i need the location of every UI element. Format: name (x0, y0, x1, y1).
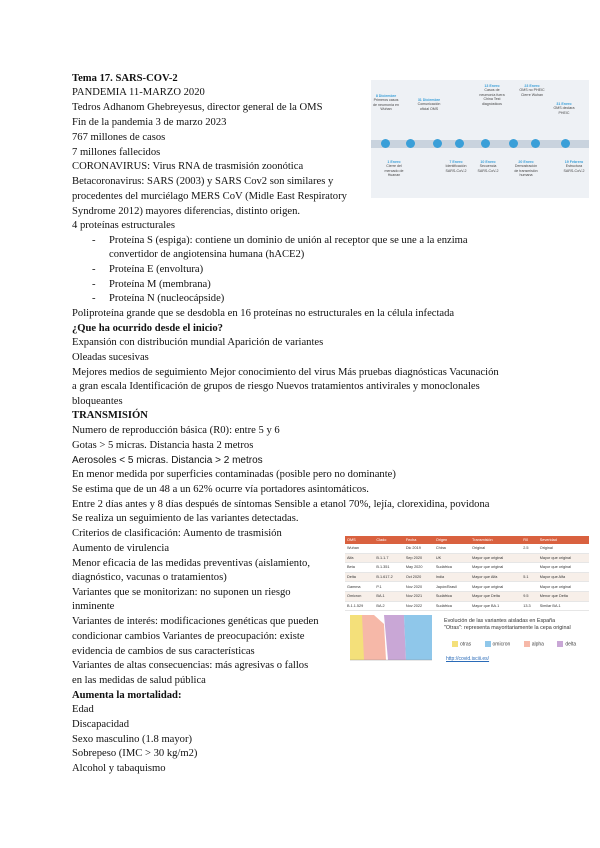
table-cell (521, 582, 538, 592)
table-cell: Menor que Delta (538, 591, 589, 601)
table-cell: Sudáfrica (434, 601, 470, 611)
text-line: bloqueantes (72, 396, 123, 407)
table-cell: BA.2 (374, 601, 403, 611)
table-cell: Mayor que original (538, 563, 589, 573)
timeline-event: 10 Enero Secuencia SARS-CoV-2 (477, 160, 499, 173)
table-cell: May 2020 (404, 563, 434, 573)
timeline-event: 31 Diciembre Comunicación oficial OMS (417, 98, 441, 111)
timeline-dot (455, 139, 464, 148)
text-line: Tedros Adhanom Ghebreyesus, director general de la OMS (72, 102, 323, 113)
bullet-dash: - (92, 235, 96, 246)
table-cell: 13.3 (521, 601, 538, 611)
timeline-dot (509, 139, 518, 148)
text-line: Discapacidad (72, 719, 130, 730)
section-heading: ¿Que ha ocurrido desde el inicio? (72, 323, 223, 334)
timeline-event: 13 Enero Casos de neumonía fuera China Test diagnósticos (479, 84, 505, 106)
text-line: PANDEMIA 11-MARZO 2020 (72, 87, 205, 98)
table-header: R0 (521, 536, 538, 544)
timeline-dot (531, 139, 540, 148)
list-item: Proteína S (espiga): contiene un dominio de unión al receptor que se une a la enzima (109, 235, 468, 246)
table-cell: Mayor que original (470, 582, 521, 592)
text-line: Menor eficacia de las medidas preventivas (aislamiento, (72, 558, 310, 569)
table-cell: China (434, 544, 470, 553)
legend-swatch (485, 641, 491, 647)
table-cell: Delta (345, 572, 374, 582)
legend-swatch (557, 641, 563, 647)
table-row (345, 572, 589, 582)
pandemic-timeline-figure (371, 80, 589, 198)
timeline-dot (561, 139, 570, 148)
timeline-event: 23 Enero OMS no PHEIC Cierre Wuhan (519, 84, 545, 97)
table-cell: Nov 2021 (404, 591, 434, 601)
table-cell: Mayor que original (470, 563, 521, 573)
table-cell: Sep 2020 (404, 553, 434, 563)
table-row (345, 601, 589, 611)
table-cell: Omicron (345, 591, 374, 601)
table-cell: Mayor que BA.1 (470, 601, 521, 611)
table-cell: B.1.617.2 (374, 572, 403, 582)
text-line: procedentes del murciélago MERS CoV (Midle East Respiratory (72, 191, 347, 202)
table-cell: India (434, 572, 470, 582)
table-cell: Similar BA.1 (538, 601, 589, 611)
table-cell: Gamma (345, 582, 374, 592)
text-line: 767 millones de casos (72, 132, 166, 143)
section-heading: TRANSMISIÓN (72, 410, 148, 421)
bullet-dash: - (92, 279, 96, 290)
chart-legend (452, 641, 588, 647)
text-line: Edad (72, 704, 94, 715)
table-header-row (345, 536, 589, 544)
area-otras (350, 615, 364, 660)
table-cell: Oct 2020 (404, 572, 434, 582)
table-header: Severidad (538, 536, 589, 544)
text-line: Aumento de virulencia (72, 543, 170, 554)
text-line: 7 millones fallecidos (72, 147, 161, 158)
timeline-event: 8 Diciembre Primeros casos de neumonía en Wuhan (373, 94, 399, 112)
timeline-event: 1 Enero Cierre del mercado de Huanan (384, 160, 404, 178)
chart-caption: Evolución de las variantes aisladas en España "Otras": representa mayoritariamente la cepa original (444, 618, 571, 631)
legend-swatch (452, 641, 458, 647)
area-omicron (404, 615, 432, 660)
text-line: Oleadas sucesivas (72, 352, 149, 363)
table-cell: Japón/Brasil (434, 582, 470, 592)
text-line: Poliproteína grande que se desdobla en 16 proteínas no estructurales en la célula infectada (72, 308, 455, 319)
text-line: Numero de reproducción básica (R0): entre 5 y 6 (72, 425, 280, 436)
table-cell: 2.5 (521, 544, 538, 553)
table-row (345, 591, 589, 601)
table-row (345, 563, 589, 573)
table-cell (521, 553, 538, 563)
text-line: 4 proteínas estructurales (72, 220, 175, 231)
table-cell: Mayor que original (470, 553, 521, 563)
table-cell: Mayor que original (538, 582, 589, 592)
text-line: Expansión con distribución mundial Aparición de variantes (72, 337, 324, 348)
text-line: En menor medida por superficies contaminadas (posible pero no dominante) (72, 469, 396, 480)
table-header: Clado (374, 536, 403, 544)
variants-table (345, 536, 589, 611)
legend-item: otras (452, 641, 471, 647)
text-line: Entre 2 días antes y 8 días después de síntomas Sensible a etanol 70%, lejía, clorexidina, povidona (72, 499, 490, 510)
table-cell: Sudáfrica (434, 563, 470, 573)
table-cell: BA.1 (374, 591, 403, 601)
text-line: inminente (72, 601, 115, 612)
table-cell: 5.1 (521, 572, 538, 582)
text-line: a gran escala Identificación de grupos de riesgo Nuevos tratamientos antivirales y monoclonales (72, 381, 480, 392)
list-item: Proteína M (membrana) (109, 279, 211, 290)
table-cell: Beta (345, 563, 374, 573)
table-cell: Mayor que Alfa (470, 572, 521, 582)
table-header: Origen (434, 536, 470, 544)
table-cell (521, 563, 538, 573)
table-cell: Dic 2019 (404, 544, 434, 553)
bullet-dash: - (92, 264, 96, 275)
list-item: Proteína N (nucleocápside) (109, 293, 225, 304)
source-link[interactable]: http://covid.isciii.es/ (446, 656, 490, 662)
text-line: en las medidas de salud pública (72, 675, 206, 686)
text-line: Sobrepeso (IMC > 30 kg/m2) (72, 748, 198, 759)
document-title: Tema 17. SARS-COV-2 (72, 73, 178, 84)
table-cell: B.1.351 (374, 563, 403, 573)
table-cell: B.1.1.7 (374, 553, 403, 563)
table-row (345, 553, 589, 563)
table-header: OMS (345, 536, 374, 544)
table-row (345, 544, 589, 553)
timeline-dot (481, 139, 490, 148)
table-cell: Alfa (345, 553, 374, 563)
text-line: Betacoronavirus: SARS (2003) y SARS Cov2 son similares y (72, 176, 334, 187)
variants-evolution-chart (344, 612, 434, 668)
table-cell: Original (470, 544, 521, 553)
table-cell: Nov 2022 (404, 601, 434, 611)
text-line: Variantes de interés: modificaciones genéticas que pueden (72, 616, 319, 627)
text-line: diagnóstico, vacunas o tratamientos) (72, 572, 227, 583)
table-cell (374, 544, 403, 553)
table-cell: Mayor que Delta (470, 591, 521, 601)
table-cell: P.1 (374, 582, 403, 592)
list-item: Proteína E (envoltura) (109, 264, 204, 275)
timeline-event: 19 Febrero Estructura SARS-CoV-2 (563, 160, 585, 173)
text-line: Syndrome 2012) mayores diferencias, distinto origen. (72, 206, 301, 217)
table-cell: 9.5 (521, 591, 538, 601)
table-cell: B.1.1.529 (345, 601, 374, 611)
text-line: Fin de la pandemia 3 de marzo 2023 (72, 117, 227, 128)
legend-item: omicron (485, 641, 511, 647)
table-cell: Wuhan (345, 544, 374, 553)
legend-item: alpha (524, 641, 544, 647)
table-cell: Mayor que Alfa (538, 572, 589, 582)
timeline-dot (381, 139, 390, 148)
timeline-band (371, 140, 589, 148)
section-heading: Aumenta la mortalidad: (72, 690, 182, 701)
timeline-event: 7 Enero Identificación SARS-CoV-2 (445, 160, 467, 173)
table-header: Fecha (404, 536, 434, 544)
table-cell: UK (434, 553, 470, 563)
timeline-event: 31 Enero OMS declara PHEIC (553, 102, 575, 115)
text-line: Criterios de clasificación: Aumento de trasmisión (72, 528, 282, 539)
text-line: Sexo masculino (1.8 mayor) (72, 734, 193, 745)
text-line: Aerosoles < 5 micras. Distancia > 2 metros (72, 455, 263, 466)
text-line: Se realiza un seguimiento de las variantes detectadas. (72, 513, 299, 524)
table-header: Transmisión (470, 536, 521, 544)
bullet-dash: - (92, 293, 96, 304)
table-cell: Sudáfrica (434, 591, 470, 601)
table-cell: Nov 2020 (404, 582, 434, 592)
timeline-dot (433, 139, 442, 148)
timeline-dot (406, 139, 415, 148)
text-line: Variantes de altas consecuencias: más agresivas o fallos (72, 660, 309, 671)
text-line: CORONAVIRUS: Virus RNA de trasmisión zoonótica (72, 161, 304, 172)
text-line: evidencia de cambios de sus características (72, 646, 255, 657)
list-item: convertidor de angiotensina humana (hACE2) (109, 249, 305, 260)
legend-item: delta (557, 641, 576, 647)
timeline-event: 20 Enero Demostración de transmisión humana (514, 160, 538, 178)
text-line: Variantes que se monitorizan: no suponen un riesgo (72, 587, 291, 598)
table-row (345, 582, 589, 592)
legend-swatch (524, 641, 530, 647)
text-line: Se estima que de un 48 a un 62% ocurre vía portadores asintomáticos. (72, 484, 369, 495)
text-line: Mejores medios de seguimiento Mejor conocimiento del virus Más pruebas diagnósticas Vacunación (72, 367, 499, 378)
table-cell: Original (538, 544, 589, 553)
text-line: Alcohol y tabaquismo (72, 763, 166, 774)
text-line: Gotas > 5 micras. Distancia hasta 2 metros (72, 440, 254, 451)
table-cell: Mayor que original (538, 553, 589, 563)
text-line: condicionar cambios Variantes de preocupación: existe (72, 631, 305, 642)
